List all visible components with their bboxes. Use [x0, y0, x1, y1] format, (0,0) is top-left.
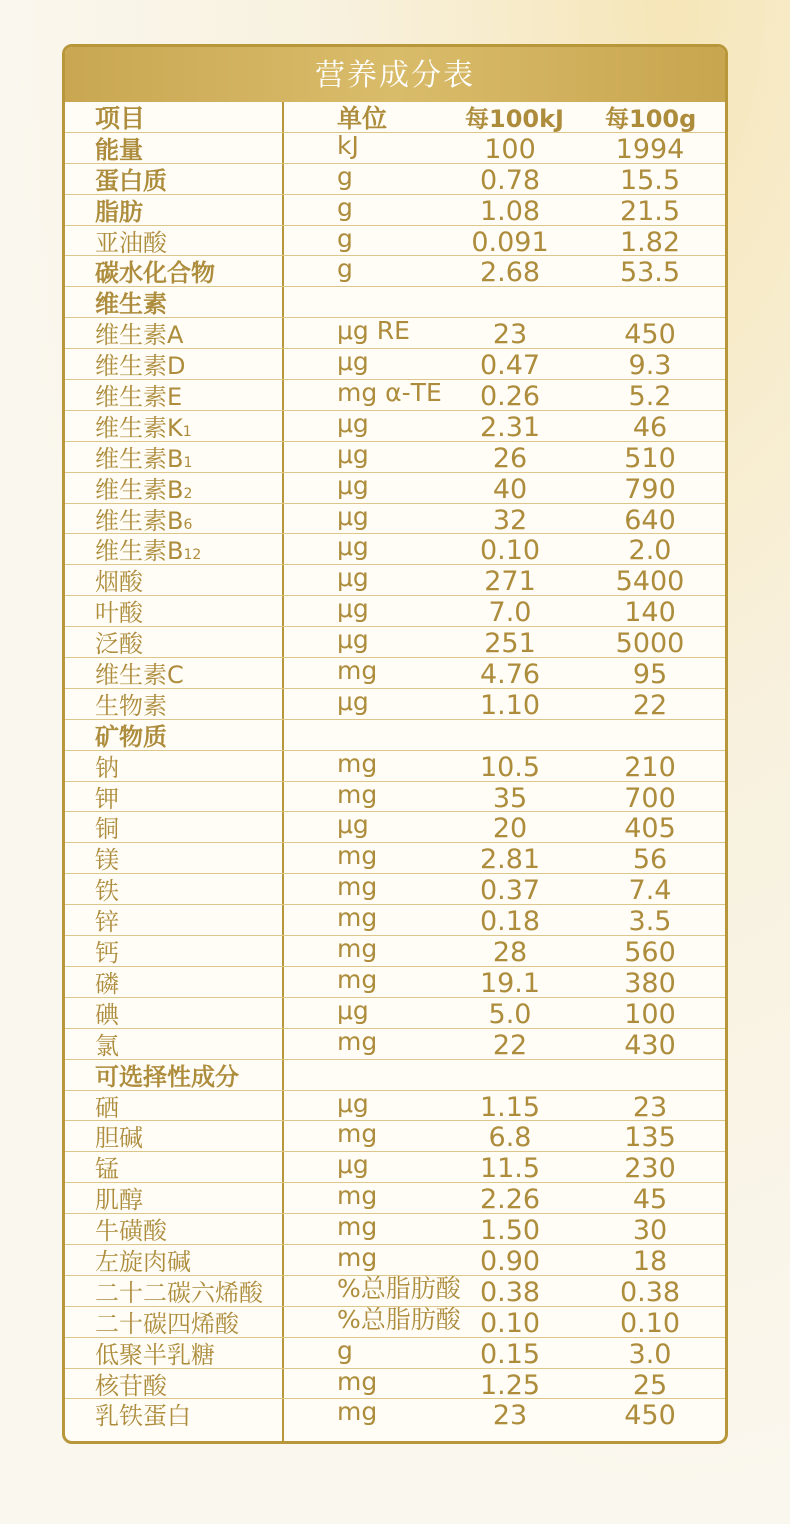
nutrient-name-text: 碳水化合物 [95, 259, 215, 288]
value-per-100kj: 271 [484, 566, 536, 598]
value-per-100g: 9.3 [628, 350, 672, 382]
table-title: 营养成分表 [65, 47, 725, 102]
nutrient-name [95, 751, 119, 781]
value-per-100kj: 251 [484, 628, 536, 660]
value-per-100g: 140 [624, 597, 676, 629]
nutrient-unit: μg [337, 532, 369, 562]
nutrient-name [95, 411, 192, 441]
header-unit: 单位 [337, 104, 388, 133]
value-per-100kj: 40 [492, 473, 528, 505]
nutrient-name [95, 936, 119, 966]
value-per-100g: 560 [624, 937, 676, 969]
table-row [65, 349, 725, 380]
value-per-100kj: 6.8 [488, 1122, 532, 1154]
table-row [65, 565, 725, 596]
value-per-100kj: 23 [492, 1400, 528, 1432]
value-per-100kj: 26 [492, 442, 528, 474]
nutrient-name-text: 泛酸 [95, 630, 143, 659]
value-per-100g: 3.5 [628, 906, 672, 938]
nutrient-name [95, 905, 119, 935]
nutrient-name [95, 1183, 143, 1213]
nutrient-name-text: 锰 [95, 1155, 119, 1184]
value-per-100kj [465, 1060, 555, 1090]
value-per-100kj [465, 720, 555, 750]
nutrient-unit: mg [337, 1119, 378, 1149]
value-per-100g: 5.2 [628, 381, 672, 413]
nutrient-unit: mg [337, 1397, 378, 1427]
nutrient-unit: μg [337, 995, 369, 1025]
value-per-100kj: 28 [492, 937, 528, 969]
value-per-100g: 0.38 [619, 1276, 681, 1308]
table-row [65, 534, 725, 565]
nutrient-name [95, 318, 183, 348]
value-per-100kj: 2.26 [479, 1184, 541, 1216]
nutrient-name-text: 二十碳四烯酸 [95, 1309, 239, 1338]
nutrient-name-text: 低聚半乳糖 [95, 1340, 215, 1369]
table-row [65, 256, 725, 287]
nutrient-unit: mg α-TE [337, 378, 442, 408]
nutrient-unit: μg [337, 501, 369, 531]
value-per-100kj: 11.5 [479, 1153, 541, 1185]
nutrient-name [95, 658, 184, 688]
nutrient-name [95, 720, 167, 750]
value-per-100kj: 1.08 [479, 195, 541, 227]
table-row [65, 686, 725, 721]
value-per-100kj: 0.091 [471, 226, 549, 258]
nutrient-unit: μg [337, 594, 369, 624]
nutrient-name-text: 乳铁蛋白 [95, 1402, 191, 1431]
table-row [65, 779, 725, 814]
nutrient-name-text: 钾 [95, 784, 119, 813]
nutrient-unit: mg [337, 779, 378, 809]
nutrient-name-text: 脂肪 [95, 197, 143, 226]
value-per-100g: 5000 [615, 628, 685, 660]
nutrient-name [95, 596, 143, 626]
nutrient-name-text: 牛磺酸 [95, 1217, 167, 1246]
nutrient-unit: mg [337, 934, 378, 964]
table-body [65, 130, 725, 1432]
value-per-100kj: 2.81 [479, 844, 541, 876]
value-per-100kj: 0.78 [479, 164, 541, 196]
table-row [65, 1366, 725, 1401]
nutrient-name-text: 叶酸 [95, 599, 143, 628]
table-row [65, 627, 725, 658]
value-per-100g: 45 [632, 1184, 668, 1216]
nutrient-name-text: 维生素E [95, 383, 183, 412]
nutrient-name [95, 1369, 167, 1399]
nutrient-name-text: 胆碱 [95, 1124, 143, 1153]
table-row [65, 130, 725, 165]
value-per-100g: 5400 [615, 566, 685, 598]
nutrient-unit: mg [337, 1212, 378, 1242]
nutrient-name [95, 287, 167, 317]
nutrient-unit: g [337, 1335, 353, 1365]
nutrient-name-text: 锌 [95, 908, 119, 937]
value-per-100kj: 2.31 [479, 411, 541, 443]
value-per-100g [605, 287, 695, 317]
nutrient-name [95, 442, 192, 472]
table-row [65, 439, 725, 474]
nutrient-name-subscript: 2 [183, 485, 193, 502]
nutrient-name-text: 维生素B [95, 475, 184, 504]
table-row [65, 223, 725, 258]
value-per-100g: 230 [624, 1153, 676, 1185]
nutrient-name [95, 256, 215, 286]
nutrient-name-text: 维生素A [95, 321, 184, 350]
value-per-100g: 1.82 [619, 226, 681, 258]
table-row [65, 192, 725, 227]
value-per-100g: 450 [624, 1400, 676, 1432]
nutrient-unit: g [337, 161, 353, 191]
value-per-100g: 53.5 [619, 257, 681, 289]
table-row [65, 1304, 725, 1339]
nutrient-name-text: 亚油酸 [95, 228, 167, 257]
nutrient-unit: μg RE [337, 316, 410, 346]
value-per-100kj: 0.38 [479, 1276, 541, 1308]
nutrient-name [95, 812, 119, 842]
nutrient-name-text: 钠 [95, 753, 119, 782]
nutrient-name-text: 维生素B [95, 444, 184, 473]
nutrient-name [95, 504, 192, 534]
nutrient-name [95, 1245, 191, 1275]
nutrient-unit: %总脂肪酸 [337, 1304, 461, 1334]
value-per-100kj: 1.25 [479, 1369, 541, 1401]
nutrient-name-text: 铁 [95, 877, 119, 906]
value-per-100g: 18 [632, 1245, 668, 1277]
value-per-100g: 95 [632, 659, 668, 691]
table-row [65, 1152, 725, 1183]
value-per-100g: 100 [624, 998, 676, 1030]
value-per-100g: 25 [632, 1369, 668, 1401]
value-per-100kj: 0.18 [479, 906, 541, 938]
nutrient-name-text: 维生素B [95, 506, 184, 535]
header-per-100g: 每100g [605, 105, 697, 133]
table-row [65, 318, 725, 349]
table-row [65, 874, 725, 905]
nutrient-name-text: 二十二碳六烯酸 [95, 1278, 263, 1307]
value-per-100g: 135 [624, 1122, 676, 1154]
nutrient-name-text: 能量 [95, 135, 143, 164]
value-per-100g: 380 [624, 967, 676, 999]
nutrient-name [95, 534, 201, 564]
table-header-row [65, 102, 725, 133]
value-per-100g [605, 1060, 695, 1090]
value-per-100kj [465, 287, 555, 317]
table-row [65, 812, 725, 843]
nutrient-name [95, 998, 119, 1028]
nutrient-name [95, 380, 182, 410]
value-per-100kj: 0.15 [479, 1338, 541, 1370]
table-row [65, 658, 725, 689]
nutrient-name-text: 维生素C [95, 661, 184, 690]
value-per-100g: 510 [624, 442, 676, 474]
value-per-100g: 22 [632, 689, 668, 721]
nutrient-unit: mg [337, 656, 378, 686]
value-per-100g: 2.0 [628, 535, 672, 567]
value-per-100kj: 0.10 [479, 1307, 541, 1339]
nutrient-name [95, 782, 119, 812]
value-per-100kj: 1.15 [479, 1091, 541, 1123]
nutrient-name [95, 473, 192, 503]
table-row [65, 596, 725, 627]
value-per-100kj: 4.76 [479, 659, 541, 691]
value-per-100kj: 22 [492, 1029, 528, 1061]
nutrient-unit: μg [337, 563, 369, 593]
table-row [65, 720, 725, 751]
value-per-100g: 3.0 [628, 1338, 672, 1370]
nutrient-name-text: 维生素B [95, 537, 184, 566]
value-per-100kj: 23 [492, 319, 528, 351]
nutrient-name [95, 1214, 167, 1244]
nutrient-unit: mg [337, 903, 378, 933]
nutrient-unit: g [337, 254, 353, 284]
nutrient-name-text: 核苷酸 [95, 1371, 167, 1400]
nutrient-name-text: 维生素D [95, 352, 186, 381]
nutrient-name [95, 133, 143, 163]
value-per-100g: 15.5 [619, 164, 681, 196]
value-per-100g: 7.4 [628, 875, 672, 907]
table-row [65, 1121, 725, 1152]
nutrient-name [95, 1029, 119, 1059]
nutrient-name-text: 肌醇 [95, 1186, 143, 1215]
value-per-100g: 430 [624, 1029, 676, 1061]
value-per-100kj: 20 [492, 813, 528, 845]
nutrient-name [95, 164, 167, 194]
table-row [65, 1214, 725, 1245]
nutrient-unit: μg [337, 1150, 369, 1180]
nutrient-name-text: 氯 [95, 1031, 119, 1060]
table-row [65, 936, 725, 967]
value-per-100g: 23 [632, 1091, 668, 1123]
nutrient-name-text: 碘 [95, 1000, 119, 1029]
table-row [65, 1242, 725, 1277]
value-per-100kj: 35 [492, 782, 528, 814]
value-per-100kj: 5.0 [488, 998, 532, 1030]
nutrient-unit: mg [337, 1181, 378, 1211]
nutrient-name [95, 349, 185, 379]
nutrient-unit: mg [337, 1242, 378, 1272]
value-per-100kj: 0.26 [479, 381, 541, 413]
value-per-100g: 0.10 [619, 1307, 681, 1339]
nutrient-unit: mg [337, 1366, 378, 1396]
nutrient-name [95, 843, 119, 873]
table-row [65, 408, 725, 443]
value-per-100g: 210 [624, 751, 676, 783]
nutrient-unit: mg [337, 748, 378, 778]
table-row [65, 1399, 725, 1430]
value-per-100g: 640 [624, 504, 676, 536]
nutrient-name [95, 1307, 239, 1337]
nutrient-unit: kJ [337, 130, 359, 160]
table-row [65, 964, 725, 999]
table-row [65, 843, 725, 874]
value-per-100kj: 10.5 [479, 751, 541, 783]
table-row [65, 748, 725, 783]
nutrient-unit: μg [337, 470, 369, 500]
nutrient-name-subscript: 1 [183, 454, 193, 471]
nutrient-name-text: 镁 [95, 846, 119, 875]
table-row [65, 1088, 725, 1123]
nutrient-name-text: 生物素 [95, 691, 167, 720]
table-row [65, 161, 725, 196]
table-row [65, 470, 725, 505]
nutrient-name-text: 铜 [95, 815, 119, 844]
nutrient-name [95, 627, 143, 657]
value-per-100g: 450 [624, 319, 676, 351]
nutrient-name [95, 1399, 191, 1430]
nutrient-name-text: 可选择性成分 [95, 1062, 239, 1091]
header-item: 项目 [95, 104, 146, 133]
value-per-100g: 1994 [615, 133, 685, 165]
table-row [65, 1273, 725, 1308]
nutrient-name [95, 1152, 119, 1182]
table-row [65, 1026, 725, 1061]
nutrient-unit: μg [337, 1088, 369, 1118]
table-row [65, 380, 725, 411]
nutrient-name [95, 1276, 263, 1306]
nutrient-name [95, 1121, 143, 1151]
value-per-100kj: 1.10 [479, 689, 541, 721]
nutrient-unit: g [337, 192, 353, 222]
value-per-100g [605, 720, 695, 750]
nutrient-name [95, 1091, 119, 1121]
nutrient-name-subscript: 1 [182, 423, 192, 440]
nutrient-name [95, 226, 167, 256]
nutrient-unit: mg [337, 872, 378, 902]
nutrient-unit: μg [337, 625, 369, 655]
table-row [65, 287, 725, 318]
nutrient-name [95, 689, 167, 719]
nutrient-name [95, 967, 119, 997]
table-row [65, 905, 725, 936]
value-per-100g: 21.5 [619, 195, 681, 227]
value-per-100g: 405 [624, 813, 676, 845]
nutrient-unit: μg [337, 439, 369, 469]
nutrition-table-card [62, 44, 728, 1444]
nutrient-name-text: 左旋肉碱 [95, 1247, 191, 1276]
table-row [65, 1060, 725, 1091]
nutrient-unit: μg [337, 810, 369, 840]
nutrient-name [95, 195, 143, 225]
nutrient-name [95, 565, 143, 595]
value-per-100kj: 0.90 [479, 1245, 541, 1277]
nutrient-name [95, 1338, 215, 1368]
value-per-100g: 700 [624, 782, 676, 814]
table-row [65, 995, 725, 1030]
value-per-100g: 30 [632, 1215, 668, 1247]
nutrient-name-text: 钙 [95, 939, 119, 968]
value-per-100g: 790 [624, 473, 676, 505]
nutrient-unit: mg [337, 1026, 378, 1056]
nutrient-unit: μg [337, 347, 369, 377]
nutrient-unit: %总脂肪酸 [337, 1273, 461, 1303]
nutrient-name-text: 矿物质 [95, 722, 167, 751]
value-per-100kj: 0.37 [479, 875, 541, 907]
table-row [65, 501, 725, 536]
value-per-100kj: 7.0 [488, 597, 532, 629]
table-row [65, 1335, 725, 1370]
nutrient-name-text: 维生素K [95, 413, 183, 442]
nutrient-name-subscript: 12 [183, 547, 202, 564]
value-per-100kj: 0.10 [479, 535, 541, 567]
nutrient-name-text: 维生素 [95, 290, 167, 319]
value-per-100kj: 2.68 [479, 257, 541, 289]
nutrient-unit: g [337, 223, 353, 253]
nutrient-name [95, 874, 119, 904]
table-row [65, 1183, 725, 1214]
nutrient-name [95, 1060, 239, 1090]
nutrient-unit: μg [337, 686, 369, 716]
nutrient-name-subscript: 6 [183, 516, 193, 533]
nutrient-name-text: 蛋白质 [95, 166, 167, 195]
nutrient-unit: mg [337, 841, 378, 871]
nutrient-unit: μg [337, 408, 369, 438]
nutrient-name-text: 硒 [95, 1093, 119, 1122]
value-per-100kj: 1.50 [479, 1215, 541, 1247]
nutrient-name-text: 磷 [95, 969, 119, 998]
value-per-100g: 46 [632, 411, 668, 443]
value-per-100kj: 32 [492, 504, 528, 536]
value-per-100kj: 0.47 [479, 350, 541, 382]
nutrient-unit: mg [337, 964, 378, 994]
value-per-100kj: 100 [484, 133, 536, 165]
header-per-100kj: 每100kJ [465, 105, 564, 133]
value-per-100g: 56 [632, 844, 668, 876]
nutrient-name-text: 烟酸 [95, 568, 143, 597]
value-per-100kj: 19.1 [479, 967, 541, 999]
